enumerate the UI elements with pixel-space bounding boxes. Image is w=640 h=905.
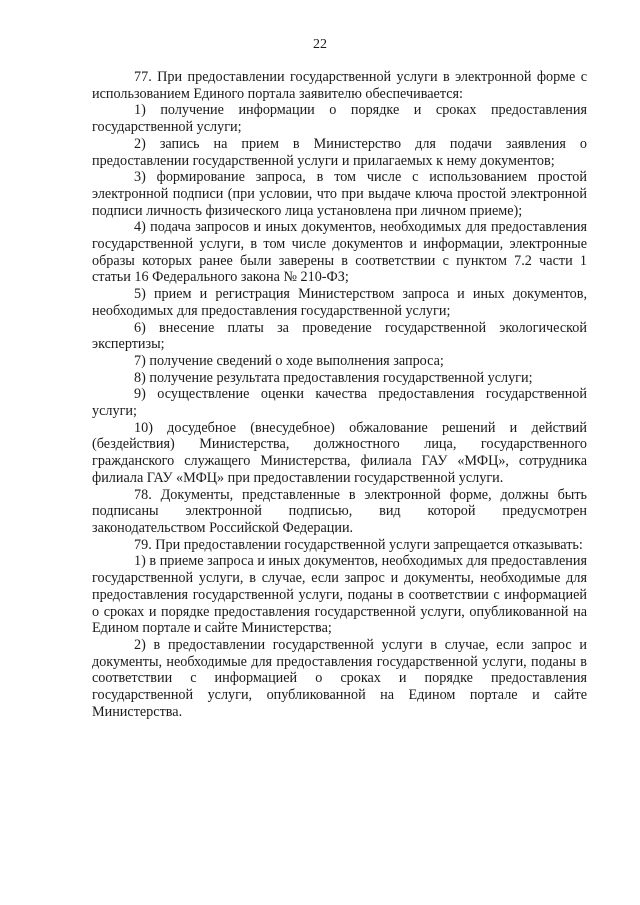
paragraph-77-item-6: 6) внесение платы за проведение государственной экологической экспертизы; <box>92 319 587 353</box>
paragraph-77-item-1: 1) получение информации о порядке и сроках предоставления государственной услуги; <box>92 102 587 136</box>
paragraph-77-item-10: 10) досудебное (внесудебное) обжалование решений и действий (бездействия) Министерства, должностного лица, государственного гражданского служащего Министерства, филиала ГАУ «МФЦ», сотрудника филиала ГАУ «МФЦ» при предоставлении государственной услуги. <box>92 419 587 486</box>
paragraph-77-item-7: 7) получение сведений о ходе выполнения запроса; <box>134 352 444 369</box>
paragraph-77-item-3: 3) формирование запроса, в том числе с использованием простой электронной подписи (при условии, что при выдаче ключа простой электронной подписи личность физического лица установлена при личном приеме); <box>92 169 587 219</box>
paragraph-77-item-9: 9) осуществление оценки качества предоставления государственной услуги; <box>92 386 587 420</box>
page-number: 22 <box>313 37 327 52</box>
document-body <box>92 69 587 720</box>
paragraph-78: 78. Документы, представленные в электронной форме, должны быть подписаны электронной подписью, вид которой предусмотрен законодательством Российской Федерации. <box>92 486 587 536</box>
paragraph-79-item-1: 1) в приеме запроса и иных документов, необходимых для предоставления государственной услуги, в случае, если запрос и документы, необходимые для предоставления государственной услуги, поданы в соответствии с информацией о сроках и порядке предоставления государственной услуги, опубликованной на Едином портале и сайте Министерства; <box>92 553 587 637</box>
paragraph-77-item-4: 4) подача запросов и иных документов, необходимых для предоставления государственной услуги, в том числе документов и информации, электронные образы которых ранее были заверены в соответствии с пунктом 7.2 части 1 статьи 16 Федерального закона № 210-ФЗ; <box>92 219 587 286</box>
paragraph-77-item-8: 8) получение результата предоставления государственной услуги; <box>134 369 533 386</box>
paragraph-79-item-2: 2) в предоставлении государственной услуги в случае, если запрос и документы, необходимые для предоставления государственной услуги, поданы в соответствии с информацией о сроках и порядке предоставления государственной услуги, опубликованной на Едином портале и сайте Министерства. <box>92 636 587 720</box>
paragraph-77: 77. При предоставлении государственной услуги в электронной форме с использованием Единого портала заявителю обеспечивается: <box>92 69 587 102</box>
paragraph-77-item-5: 5) прием и регистрация Министерством запроса и иных документов, необходимых для предоставления государственной услуги; <box>92 286 587 319</box>
paragraph-77-item-2: 2) запись на прием в Министерство для подачи заявления о предоставлении государственной услуги и прилагаемых к нему документов; <box>92 135 587 169</box>
paragraph-79: 79. При предоставлении государственной услуги запрещается отказывать: <box>134 536 583 553</box>
